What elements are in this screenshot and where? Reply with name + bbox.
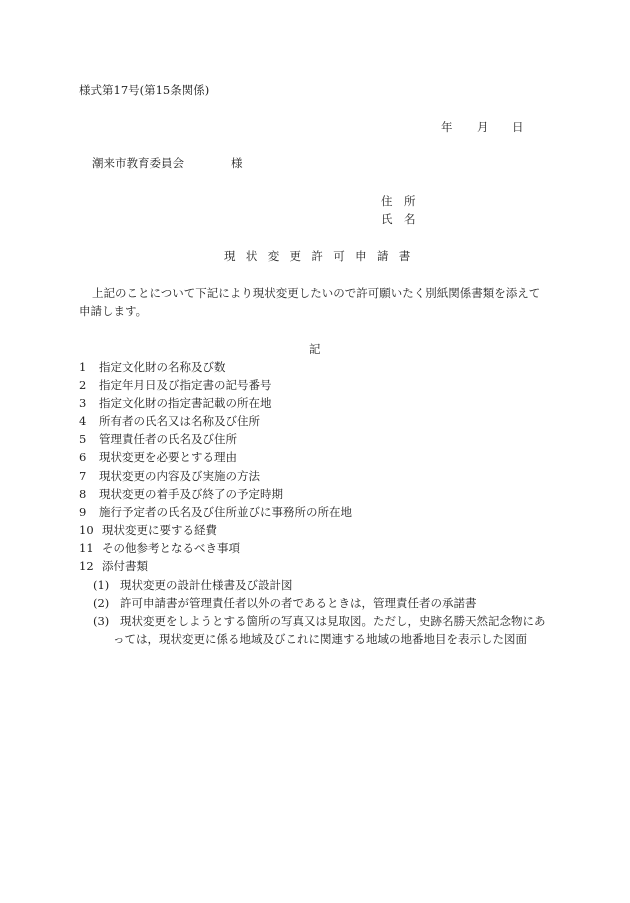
subitem-text: 許可申請書が管理責任者以外の者であるときは，管理責任者の承諾書	[120, 596, 477, 610]
list-item	[79, 413, 559, 431]
form-number: 様式第17号(第15条関係)	[79, 83, 210, 97]
subitem	[93, 595, 563, 611]
subitem-text: 現状変更をしようとする箇所の写真又は見取図。ただし，史跡名勝天然記念物にあ	[120, 614, 546, 628]
addressee-suffix: 様	[231, 156, 243, 170]
date-year-label: 年	[441, 120, 453, 134]
item-text: 現状変更の内容及び実施の方法	[99, 468, 260, 483]
items-list	[79, 359, 559, 576]
item-number: 6	[79, 450, 87, 465]
subitem-number: (2)	[93, 596, 110, 610]
list-item	[79, 468, 559, 486]
item-text: 現状変更に要する経費	[102, 522, 217, 537]
list-item	[79, 359, 559, 377]
body-line-2: 申請します。	[79, 304, 148, 318]
addressee-name: 潮来市教育委員会	[92, 156, 184, 170]
item-text: 現状変更を必要とする理由	[99, 450, 237, 465]
item-text: その他参考となるべき事項	[102, 540, 240, 555]
list-item	[79, 431, 559, 449]
ki-heading: 記	[309, 342, 321, 356]
item-number: 9	[79, 504, 87, 519]
subitem	[93, 577, 563, 593]
list-item	[79, 486, 559, 504]
address-label: 住 所	[381, 194, 416, 208]
item-number: 8	[79, 486, 87, 501]
item-text: 指定年月日及び指定書の記号番号	[99, 378, 272, 393]
item-text: 添付書類	[102, 559, 148, 574]
item-number: 10	[79, 522, 94, 537]
subitem-number: (3)	[93, 614, 110, 628]
item-number: 2	[79, 378, 87, 393]
list-item	[79, 449, 559, 467]
document-title: 現状変更許可申請書	[224, 249, 421, 263]
list-item	[79, 377, 559, 395]
body-line-1: 上記のことについて下記により現状変更したいので許可願いたく別紙関係書類を添えて	[92, 286, 541, 300]
item-text: 指定文化財の指定書記載の所在地	[99, 396, 272, 411]
item-text: 指定文化財の名称及び数	[99, 360, 226, 374]
item-number: 1	[79, 360, 87, 374]
item-text: 施行予定者の氏名及び住所並びに事務所の所在地	[99, 504, 352, 519]
subitem-text: 現状変更の設計仕様書及び設計図	[120, 578, 293, 592]
item-number: 7	[79, 468, 87, 483]
list-item	[79, 504, 559, 522]
list-item	[79, 558, 559, 576]
name-label: 氏 名	[381, 212, 416, 226]
list-item	[79, 395, 559, 413]
item-number: 5	[79, 432, 87, 447]
subitem	[93, 613, 563, 647]
date-month-label: 月	[477, 120, 489, 134]
item-number: 11	[79, 540, 94, 555]
item-text: 管理責任者の氏名及び住所	[99, 432, 237, 447]
item-number: 12	[79, 559, 94, 574]
item-number: 3	[79, 396, 87, 411]
list-item	[79, 522, 559, 540]
item-text: 現状変更の着手及び終了の予定時期	[99, 486, 283, 501]
list-item	[79, 540, 559, 558]
subitem-continuation: っては，現状変更に係る地域及びこれに関連する地域の地番地目を表示した図面	[113, 632, 527, 646]
item-text: 所有者の氏名又は名称及び住所	[99, 414, 260, 429]
subitem-number: (1)	[93, 578, 110, 592]
item-number: 4	[79, 414, 87, 429]
date-day-label: 日	[512, 120, 524, 134]
